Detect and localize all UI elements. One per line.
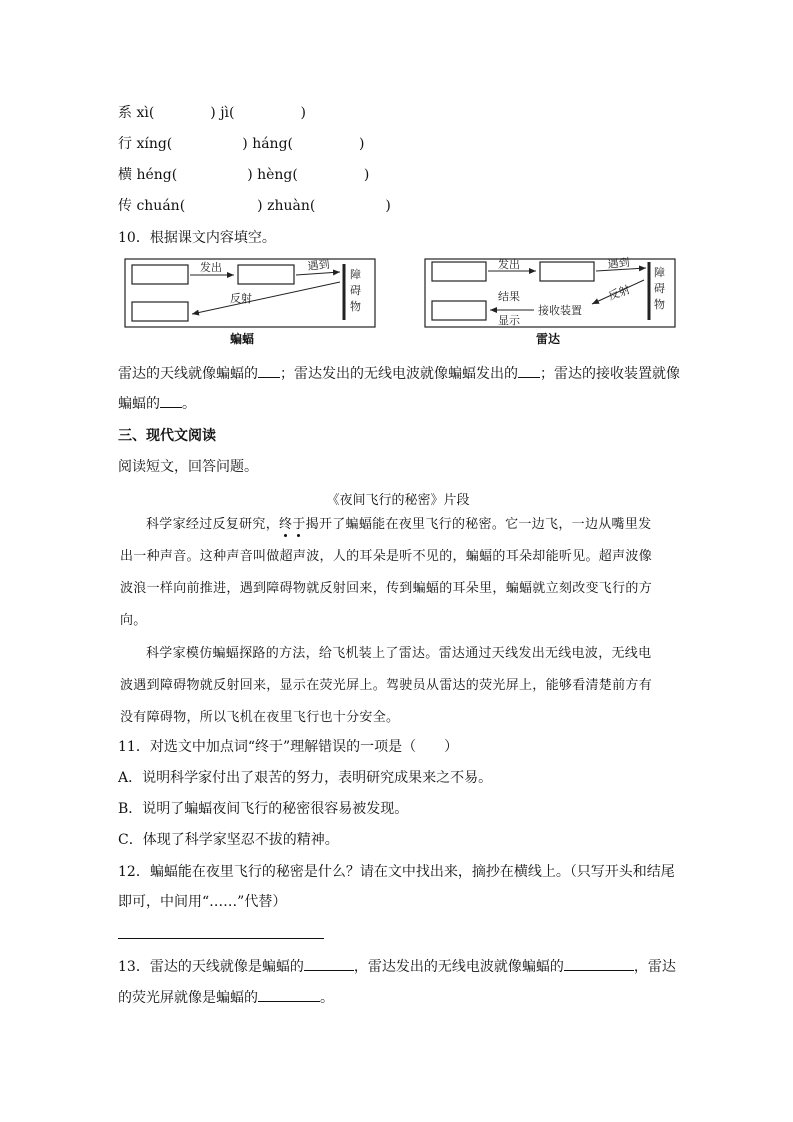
text: 的荧光屏就像是蝙蝠的 [118, 990, 258, 1006]
q12-stem-line-2: 即可，中间用“……”代替） [118, 894, 287, 910]
bat-arrow-reflect [192, 282, 340, 314]
text: 雷达的天线就像蝙蝠的 [118, 366, 258, 382]
text: ；雷达发出的无线电波就像蝙蝠发出的 [280, 366, 518, 382]
radar-box-wave [540, 262, 594, 281]
paren: ) [363, 167, 370, 183]
char: 行 [118, 136, 132, 152]
q10-title: 10．根据课文内容填空。 [118, 230, 276, 246]
bat-label-meet: 遇到 [306, 257, 331, 273]
q11-stem: 11．对选文中加点词“终于”理解错误的一项是（ ） [118, 739, 459, 755]
bat-label-out: 发出 [200, 261, 222, 274]
bat-box-source [132, 265, 188, 284]
q13-line-1 [118, 956, 676, 977]
radar-label-receiver: 接收装置 [538, 304, 582, 317]
text: 揭开了蝙蝠能在夜里飞行的秘密。它一边飞，一边从嘴里发 [305, 517, 652, 532]
paren: ) [300, 105, 306, 121]
text: ，雷达发出的无线电波就像蝙蝠的 [353, 959, 564, 975]
paren: ) [385, 198, 391, 214]
bat-obstacle-2: 碍 [350, 284, 361, 297]
radar-label-reflect: 反射 [606, 283, 632, 303]
passage-p1-line-4: 向。 [120, 613, 147, 628]
pinyin: ) jì( [210, 105, 235, 121]
q10-fill-line-2 [118, 393, 196, 414]
bat-arrow-meet [296, 272, 340, 275]
answer-blank[interactable] [304, 956, 354, 971]
radar-label-meet: 遇到 [606, 256, 631, 271]
answer-blank[interactable] [160, 393, 182, 408]
radar-label-display: 显示 [498, 314, 520, 327]
q11-option-b[interactable]: B．说明了蝙蝠夜间飞行的秘密很容易被发现。 [118, 801, 409, 817]
q11-option-c[interactable]: C．体现了科学家坚忍不拔的精神。 [118, 832, 339, 848]
pinyin: xì( [136, 105, 155, 121]
bat-box-receive [132, 302, 188, 321]
passage-p1-line-2: 出一种声音。这种声音叫做超声波，人的耳朵是听不见的，蝙蝠的耳朵却能听见。超声波像 [120, 549, 653, 564]
text: ，雷达 [633, 959, 676, 975]
emphasis-char: 于 [292, 517, 306, 532]
radar-label-result: 结果 [498, 290, 520, 303]
char: 横 [118, 167, 132, 183]
radar-caption: 雷达 [536, 332, 561, 346]
passage-p2-line-3: 没有障碍物，所以飞机在夜里飞行也十分安全。 [120, 710, 400, 725]
q13-line-2 [118, 987, 334, 1008]
text: 蝙蝠的 [118, 396, 160, 412]
emphasis-char: 终 [279, 517, 293, 532]
bat-obstacle-3: 物 [350, 300, 361, 313]
radar-diagram [422, 256, 678, 348]
bat-label-reflect: 反射 [230, 292, 252, 305]
text: 。 [320, 990, 334, 1006]
char: 系 [118, 105, 132, 121]
bat-diagram [122, 256, 378, 348]
pinyin: ) zhuàn( [257, 198, 316, 214]
text: 。 [182, 396, 196, 412]
pinyin: ) hèng( [247, 167, 298, 183]
q11-option-a[interactable]: A．说明科学家付出了艰苦的努力，表明研究成果来之不易。 [118, 770, 493, 786]
bat-box-wave [238, 265, 294, 284]
section3-instruction: 阅读短文，回答问题。 [118, 459, 258, 475]
radar-box-display [432, 301, 486, 320]
passage-p1-line-3: 波浪一样向前推进，遇到障碍物就反射回来，传到蝙蝠的耳朵里，蝙蝠就立刻改变飞行的方 [120, 581, 653, 596]
q12-answer-line[interactable] [118, 938, 324, 939]
passage-p1-line-1 [146, 509, 651, 541]
text: ；雷达的接收装置就像 [540, 366, 680, 382]
passage-p2-line-2: 波遇到障碍物就反射回来，显示在荧光屏上。驾驶员从雷达的荧光屏上，能够看清楚前方有 [120, 678, 653, 693]
pinyin-row-heng [118, 165, 369, 185]
section3-heading: 三、现代文阅读 [118, 428, 216, 444]
q12-stem-line-1: 12．蝙蝠能在夜里飞行的秘密是什么？请在文中找出来，摘抄在横线上。（只写开头和结尾 [118, 864, 675, 880]
bat-caption: 蝙蝠 [230, 332, 255, 346]
pinyin: xíng( [136, 136, 173, 152]
pinyin-row-xi [118, 103, 306, 123]
answer-blank[interactable] [258, 363, 280, 378]
pinyin-row-chuan [118, 196, 391, 216]
radar-box-source [432, 262, 486, 281]
radar-obstacle-1: 障 [654, 266, 665, 279]
radar-obstacle-3: 物 [654, 298, 665, 311]
radar-label-out: 发出 [498, 258, 520, 271]
pinyin: héng( [136, 167, 178, 183]
text: 13．雷达的天线就像是蝙蝠的 [118, 959, 304, 975]
pinyin: ) háng( [242, 136, 293, 152]
answer-blank[interactable] [564, 956, 634, 971]
char: 传 [118, 198, 132, 214]
passage-p2-line-1: 科学家模仿蝙蝠探路的方法，给飞机装上了雷达。雷达通过天线发出无线电波，无线电 [146, 646, 652, 661]
answer-blank[interactable] [518, 363, 540, 378]
passage-title: 《夜间飞行的秘密》片段 [326, 493, 470, 508]
answer-blank[interactable] [258, 987, 320, 1002]
paren: ) [359, 136, 365, 152]
radar-obstacle-2: 碍 [654, 282, 665, 295]
text: 科学家经过反复研究， [146, 517, 280, 532]
pinyin: chuán( [136, 198, 186, 214]
pinyin-row-xing [118, 134, 364, 154]
bat-obstacle-1: 障 [350, 268, 361, 281]
q10-fill-line-1 [118, 363, 680, 384]
